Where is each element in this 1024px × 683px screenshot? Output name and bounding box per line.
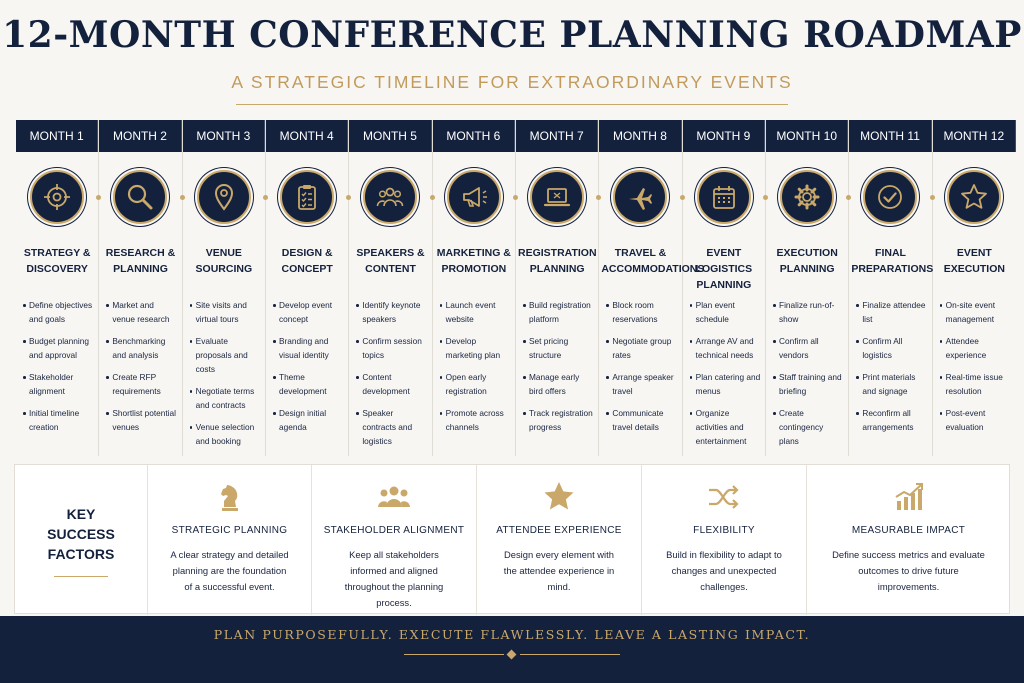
month-column [516, 120, 599, 456]
task-item: Negotiate terms and contracts [190, 384, 261, 412]
task-item: Launch event website [440, 298, 511, 326]
timeline-connector-dot [680, 195, 685, 200]
phase-title-line: FINAL [875, 247, 906, 259]
task-list [106, 298, 177, 442]
task-item: Open early registration [440, 370, 511, 398]
success-factor-name: STAKEHOLDER ALIGNMENT [323, 525, 465, 536]
task-item: Branding and visual identity [273, 334, 344, 362]
task-item: Block room reservations [606, 298, 677, 326]
gear-icon [780, 170, 834, 224]
phase-title-line: EVENT LOGISTICS [695, 247, 753, 275]
success-factor-description: Design every element with the attendee experience in mind. [503, 549, 615, 592]
task-list [940, 298, 1012, 442]
task-list [523, 298, 594, 442]
task-item: Content development [356, 370, 427, 398]
month-header: MONTH 5 [349, 120, 431, 152]
task-item: Confirm session topics [356, 334, 427, 362]
magnifier-icon [113, 170, 167, 224]
success-factor-name: STRATEGIC PLANNING [171, 525, 288, 536]
phase-title [599, 245, 705, 277]
task-item: Plan event schedule [690, 298, 761, 326]
task-item: Initial timeline creation [23, 406, 94, 434]
phase-title [349, 245, 431, 277]
task-item: Finalize run-of-show [773, 298, 844, 326]
month-column [599, 120, 705, 456]
task-item: Confirm all vendors [773, 334, 844, 362]
month-column [349, 120, 432, 456]
month-header: MONTH 8 [599, 120, 681, 152]
task-item: Organize activities and entertainment [690, 406, 761, 448]
month-column [183, 120, 266, 456]
task-list [356, 298, 427, 456]
phase-title-line: VENUE [205, 247, 242, 259]
roadmap-timeline [16, 120, 1016, 456]
task-list [23, 298, 94, 442]
phase-title-line: DESIGN & [281, 247, 333, 259]
task-item: Shortlist potential venues [106, 406, 177, 434]
phase-title-line: SPEAKERS & [356, 247, 425, 259]
group-icon [376, 479, 412, 515]
timeline-connector-dot [263, 195, 268, 200]
phase-title-line: EVENT [956, 247, 992, 259]
task-list [273, 298, 344, 442]
heading-underline [54, 576, 108, 577]
key-success-factors-panel [14, 464, 1010, 614]
airplane-icon [613, 170, 667, 224]
success-factor [147, 465, 311, 615]
phase-title [16, 245, 98, 277]
task-item: Stakeholder alignment [23, 370, 94, 398]
shuffle-icon [706, 479, 742, 515]
phase-title-line: TRAVEL & [614, 247, 667, 259]
task-item: Identify keynote speakers [356, 298, 427, 326]
phase-title-line: PLANNING [529, 263, 585, 275]
success-factor-name: MEASURABLE IMPACT [851, 525, 966, 536]
star-icon [541, 479, 577, 515]
phase-title-line: REGISTRATION [518, 247, 597, 259]
timeline-connector-dot [763, 195, 768, 200]
task-item: Arrange AV and technical needs [690, 334, 761, 362]
task-item: Evaluate proposals and costs [190, 334, 261, 376]
success-factor-description: A clear strategy and detailed planning are the foundation of a successful event. [170, 549, 289, 592]
task-item: Venue selection and booking [190, 420, 261, 448]
phase-title [99, 245, 181, 277]
phase-title-line: STRATEGY & [23, 247, 91, 259]
task-item: Set pricing structure [523, 334, 594, 362]
timeline-connector-dot [180, 195, 185, 200]
task-item: Budget planning and approval [23, 334, 94, 362]
footer-rule-left [404, 654, 504, 655]
task-item: Negotiate group rates [606, 334, 677, 362]
task-item: Design initial agenda [273, 406, 344, 434]
month-header: MONTH 3 [183, 120, 265, 152]
task-item: Develop event concept [273, 298, 344, 326]
month-column [266, 120, 349, 456]
key-success-factors-label: KEY SUCCESS FACTORS [47, 505, 115, 562]
timeline-connector-dot [430, 195, 435, 200]
task-item: Track registration progress [523, 406, 594, 434]
month-header: MONTH 4 [266, 120, 348, 152]
phase-title [433, 245, 515, 277]
month-column [766, 120, 849, 456]
checkmark-icon [863, 170, 917, 224]
task-item: Create RFP requirements [106, 370, 177, 398]
success-factor-description: Define success metrics and evaluate outcomes to drive future improvements. [832, 549, 985, 592]
month-column [16, 120, 99, 456]
task-item: Finalize attendee list [856, 298, 927, 326]
month-header: MONTH 6 [433, 120, 515, 152]
task-list [856, 298, 927, 442]
task-list [606, 298, 677, 442]
phase-title-line: CONCEPT [281, 263, 333, 275]
success-factor [641, 465, 806, 615]
page-title: 12-MONTH CONFERENCE PLANNING ROADMAP [2, 14, 1022, 56]
phase-title-line: DISCOVERY [26, 263, 88, 275]
task-item: Build registration platform [523, 298, 594, 326]
task-item: Define objectives and goals [23, 298, 94, 326]
growth-chart-icon [891, 479, 927, 515]
task-item: Speaker contracts and logistics [356, 406, 427, 448]
footer-tagline: PLAN PURPOSEFULLY. EXECUTE FLAWLESSLY. LEAVE A LASTING IMPACT. [213, 627, 811, 642]
success-factor [311, 465, 476, 615]
task-item: Communicate travel details [606, 406, 677, 434]
month-column [683, 120, 766, 456]
success-factor [806, 465, 1010, 615]
phase-title-line: PREPARATIONS [851, 263, 934, 275]
task-item: Benchmarking and analysis [106, 334, 177, 362]
phase-title-line: EXECUTION [943, 263, 1005, 275]
month-header: MONTH 1 [16, 120, 98, 152]
phase-title [266, 245, 348, 277]
month-column [933, 120, 1016, 456]
month-column [433, 120, 516, 456]
month-header: MONTH 7 [516, 120, 598, 152]
phase-title [933, 245, 1016, 277]
month-column [849, 120, 932, 456]
footer-banner [0, 616, 1024, 683]
phase-title-line: PROMOTION [441, 263, 507, 275]
timeline-connector-dot [930, 195, 935, 200]
phase-title [183, 245, 265, 277]
phase-title-line: PLANNING [696, 279, 752, 291]
success-factor-name: FLEXIBILITY [693, 525, 755, 536]
month-header: MONTH 9 [683, 120, 765, 152]
task-item: Reconfirm all arrangements [856, 406, 927, 434]
task-item: Theme development [273, 370, 344, 398]
footer-rule-right [520, 654, 620, 655]
month-header: MONTH 10 [766, 120, 848, 152]
phase-title [849, 245, 934, 277]
task-item: Create contingency plans [773, 406, 844, 448]
task-item: Real-time issue resolution [940, 370, 1012, 398]
phase-title-line: PLANNING [113, 263, 168, 275]
task-item: Post-event evaluation [940, 406, 1012, 434]
task-item: Print materials and signage [856, 370, 927, 398]
task-list [773, 298, 844, 456]
success-factor-description: Keep all stakeholders informed and aligned throughout the planning process. [344, 549, 444, 608]
page-subtitle: A STRATEGIC TIMELINE FOR EXTRAORDINARY EVENTS [231, 72, 793, 92]
phase-title-line: PLANNING [779, 263, 835, 275]
phase-title-line: SOURCING [195, 263, 253, 275]
phase-title-line: RESEARCH & [105, 247, 176, 259]
key-success-factors-heading [15, 465, 147, 615]
clipboard-icon [280, 170, 334, 224]
laptop-icon [530, 170, 584, 224]
month-column [99, 120, 182, 456]
megaphone-icon [447, 170, 501, 224]
success-factor [476, 465, 641, 615]
phase-title [683, 245, 765, 293]
target-icon [30, 170, 84, 224]
task-item: Market and venue research [106, 298, 177, 326]
task-list [690, 298, 761, 456]
task-item: Site visits and virtual tours [190, 298, 261, 326]
calendar-icon [697, 170, 751, 224]
task-item: Manage early bird offers [523, 370, 594, 398]
phase-title [516, 245, 598, 277]
task-list [190, 298, 261, 456]
footer-diamond-icon [507, 650, 517, 660]
task-item: Develop marketing plan [440, 334, 511, 362]
subtitle-divider [236, 104, 788, 105]
success-factor-description: Build in flexibility to adapt to changes and unexpected challenges. [666, 549, 782, 592]
location-pin-icon [197, 170, 251, 224]
task-item: Attendee experience [940, 334, 1012, 362]
task-list [440, 298, 511, 442]
phase-title-line: EXECUTION [776, 247, 838, 259]
chess-knight-icon [212, 479, 248, 515]
phase-title [766, 245, 848, 277]
task-item: Promote across channels [440, 406, 511, 434]
task-item: Arrange speaker travel [606, 370, 677, 398]
phase-title-line: MARKETING & [436, 247, 511, 259]
timeline-connector-dot [513, 195, 518, 200]
task-item: Confirm All logistics [856, 334, 927, 362]
star-icon [947, 170, 1001, 224]
phase-title-line: CONTENT [365, 263, 416, 275]
task-item: Staff training and briefing [773, 370, 844, 398]
task-item: Plan catering and menus [690, 370, 761, 398]
month-header: MONTH 12 [933, 120, 1016, 152]
success-factor-name: ATTENDEE EXPERIENCE [496, 525, 622, 536]
month-header: MONTH 11 [849, 120, 931, 152]
task-item: On-site event management [940, 298, 1012, 326]
month-header: MONTH 2 [99, 120, 181, 152]
people-icon [363, 170, 417, 224]
phase-title-line: ACCOMMODATIONS [601, 263, 705, 275]
